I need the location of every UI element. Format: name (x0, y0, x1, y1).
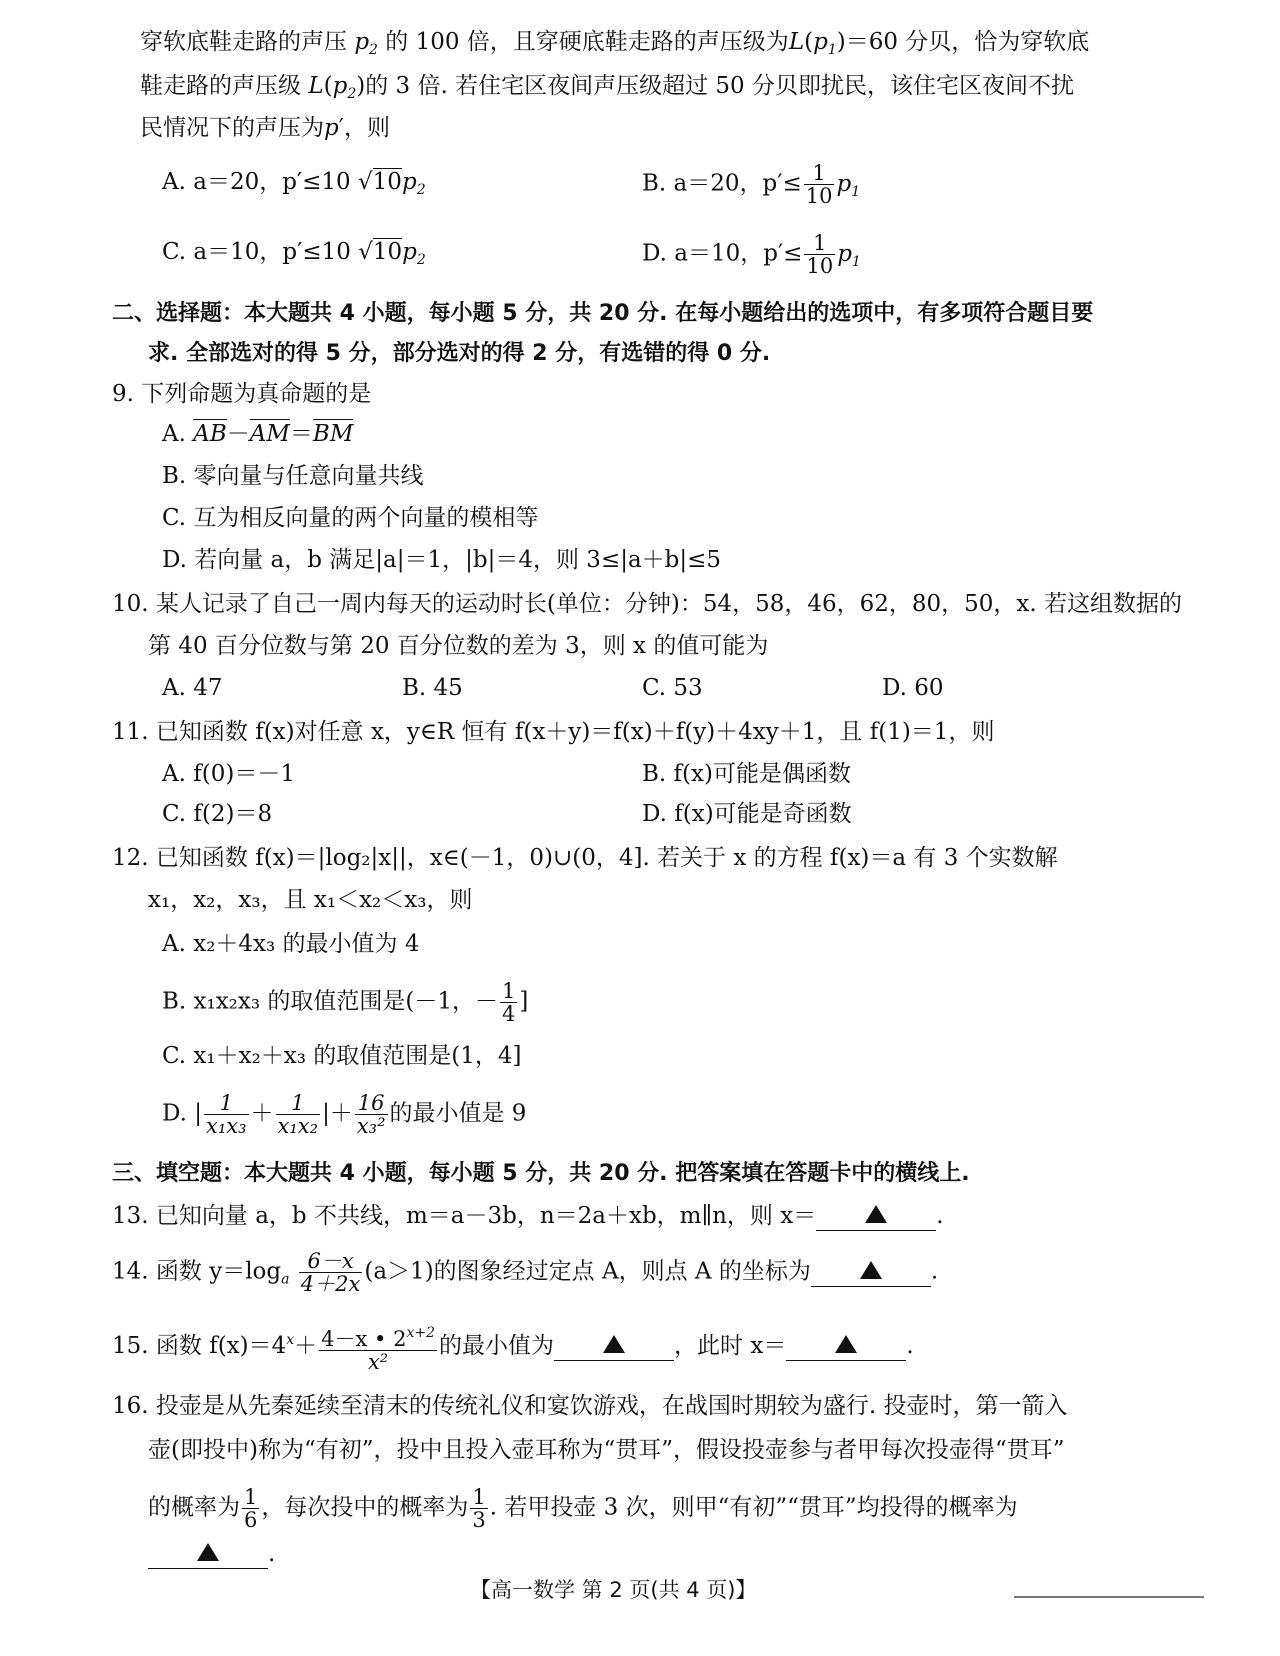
fraction: $\frac{4-x • 2^{x+2}}{\text{x²}}$ (319, 1322, 437, 1373)
answer-blank[interactable] (148, 1540, 268, 1569)
text: ′，则 (338, 115, 390, 141)
triangle-icon (197, 1543, 219, 1561)
fraction: $\frac{1}{6}$ (244, 1485, 258, 1532)
var-L: L (788, 29, 805, 55)
q9-option-d: D. 若向量 a，b 满足|a|＝1，|b|＝4，则 3≤|a＋b|≤5 (162, 547, 722, 573)
q9-option-c: C. 互为相反向量的两个向量的模相等 (162, 505, 539, 531)
q15: 15. 函数 $f(x)=4^x+$ $\frac{4-x • 2^{x+2}}{\text{x²}}$ 的最小值为 ，此时 x＝ . (112, 1320, 914, 1373)
text: D. a＝10，p′≤ (642, 240, 803, 267)
triangle-icon (860, 1261, 882, 1279)
fraction: $\frac{1}{10}$ (805, 161, 833, 208)
answer-blank-x[interactable] (786, 1332, 906, 1361)
fraction: $\frac{16}{\text{x₃²}}$ (356, 1091, 386, 1138)
q13: 13. 已知向量 a，b 不共线，m＝a－3b，n＝2a＋xb，m∥n，则 x＝ . (112, 1203, 944, 1229)
sqrt-value: 10 (372, 169, 402, 195)
section3-header: 三、填空题：本大题共 4 小题，每小题 5 分，共 20 分. 把答案填在答题卡中的横线上. (112, 1161, 970, 1186)
q9-option-b: B. 零向量与任意向量共线 (162, 463, 424, 489)
text: B. a＝20，p′≤ (642, 170, 802, 197)
text: C. a＝10，p′≤10 (162, 239, 359, 265)
text: A. a＝20，p′≤10 (162, 169, 359, 195)
fraction: $\frac{1}{\text{x₁x₂}}$ (277, 1091, 319, 1138)
page-footer: 【高一数学 第 2 页(共 4 页)】 (470, 1578, 757, 1602)
var-p2: $p_2$ (354, 29, 378, 58)
text: 民情况下的声压为 (140, 115, 324, 141)
q16-line1: 16. 投壶是从先秦延续至清末的传统礼仪和宴饮游戏，在战国时期较为盛行. 投壶时，第一箭入 (112, 1393, 1068, 1419)
var-p1: $p_1$ (813, 29, 837, 58)
var-p: p (324, 115, 339, 141)
text: 穿软底鞋走路的声压 (140, 29, 355, 55)
q9-stem: 9. 下列命题为真命题的是 (112, 381, 372, 407)
q10-line1: 10. 某人记录了自己一周内每天的运动时长(单位：分钟)：54，58，46，62，80，50，x. 若这组数据的 (112, 591, 1183, 617)
q9-option-a: A. AB－AM＝BM (162, 421, 354, 447)
fraction: $\frac{1}{\text{x₁x₃}}$ (206, 1091, 247, 1138)
q10-option-b: B. 45 (402, 675, 463, 701)
vector-bm: BM (312, 421, 354, 447)
var-L: L (308, 73, 324, 99)
q10-line2: 第 40 百分位数与第 20 百分位数的差为 3，则 x 的值可能为 (148, 633, 769, 659)
q8-line1 (140, 22, 1089, 70)
vector-am: AM (249, 421, 290, 447)
answer-blank[interactable] (816, 1202, 936, 1231)
q8-line3 (140, 108, 390, 148)
answer-blank[interactable] (811, 1258, 931, 1287)
q12-line1: 12. 已知函数 f(x)＝|log₂|x||，x∈(－1，0)∪(0，4]. 若关于 x 的方程 f(x)＝a 有 3 个实数解 (112, 845, 1058, 871)
triangle-icon (835, 1335, 857, 1353)
q8-line2 (140, 66, 1074, 114)
sqrt-value: 10 (372, 239, 403, 265)
q8-option-b: B. a＝20，p′≤ $\frac{1}{10}$ $p_1$ (642, 161, 861, 208)
q14: 14. 函数 $y=\log_a$ $\frac{6-x}{4+2x}$ (a＞1)的图象经过定点 A，则点 A 的坐标为 . (112, 1249, 939, 1296)
q11-stem: 11. 已知函数 f(x)对任意 x，y∈R 恒有 f(x＋y)＝f(x)＋f(y)＋4xy＋1，且 f(1)＝1，则 (112, 719, 995, 745)
q8-option-a: A. a＝20，p′≤10 $√10p_2$ (162, 169, 426, 198)
text: 的 100 倍，且穿硬底鞋走路的声压级为 (377, 29, 789, 55)
q10-option-a: A. 47 (162, 675, 223, 701)
section2-header-line1: 二、选择题：本大题共 4 小题，每小题 5 分，共 20 分. 在每小题给出的选项中，有多项符合题目要 (112, 301, 1094, 326)
text: ( (804, 29, 814, 55)
q12-option-d: D. | $\frac{1}{\text{x₁x₃}}$ ＋ $\frac{1}{\text{x₁x₂}}$ |＋ $\frac{16}{\text{x₃²}}$ 的最小值是 9 (162, 1091, 527, 1138)
text: )＝60 分贝，恰为穿软底 (836, 29, 1090, 55)
vector-ab: AB (193, 421, 227, 447)
q11-option-b: B. f(x)可能是偶函数 (642, 761, 851, 787)
triangle-icon (603, 1335, 625, 1353)
triangle-icon (865, 1205, 887, 1223)
answer-blank-min[interactable] (554, 1332, 674, 1361)
q10-option-c: C. 53 (642, 675, 703, 701)
q11-option-d: D. f(x)可能是奇函数 (642, 801, 852, 827)
text: 鞋走路的声压级 (140, 73, 309, 99)
q16-line4: . (148, 1534, 275, 1574)
text: ( (323, 73, 333, 99)
q8-option-d: D. a＝10，p′≤ $\frac{1}{10}$ $p_1$ (642, 231, 861, 278)
q12-line2: x₁，x₂，x₃，且 x₁＜x₂＜x₃，则 (148, 887, 473, 913)
q8-option-c: C. a＝10，p′≤10 $√10p_2$ (162, 239, 426, 268)
q12-option-b: B. x₁x₂x₃ 的取值范围是(－1，－ $\frac{1}{4}$ ] (162, 979, 529, 1026)
q16-line2: 壶(即投中)称为“有初”，投中且投入壶耳称为“贯耳”，假设投壶参与者甲每次投壶得“贯耳” (148, 1437, 1065, 1463)
q11-option-a: A. f(0)＝－1 (162, 761, 295, 787)
fraction: $\frac{1}{4}$ (502, 979, 516, 1026)
section2-header-line2: 求. 全部选对的得 5 分，部分选对的得 2 分，有选错的得 0 分. (148, 341, 771, 366)
q12-option-a: A. x₂＋4x₃ 的最小值为 4 (162, 931, 420, 957)
var-p2: $p_2$ (332, 73, 357, 102)
fraction: $\frac{6-x}{4+2x}$ (300, 1249, 361, 1296)
q12-option-c: C. x₁＋x₂＋x₃ 的取值范围是(1，4] (162, 1043, 522, 1069)
scan-mark (1014, 1578, 1204, 1598)
fraction: $\frac{1}{3}$ (472, 1485, 486, 1532)
q10-option-d: D. 60 (882, 675, 944, 701)
q11-option-c: C. f(2)＝8 (162, 801, 273, 827)
fraction: $\frac{1}{10}$ (806, 231, 834, 278)
q16-line3: 的概率为 $\frac{1}{6}$ ，每次投中的概率为 $\frac{1}{3}$ . 若甲投壶 3 次，则甲“有初”“贯耳”均投得的概率为 (148, 1485, 1018, 1532)
text: )的 3 倍. 若住宅区夜间声压级超过 50 分贝即扰民，该住宅区夜间不扰 (356, 73, 1074, 99)
